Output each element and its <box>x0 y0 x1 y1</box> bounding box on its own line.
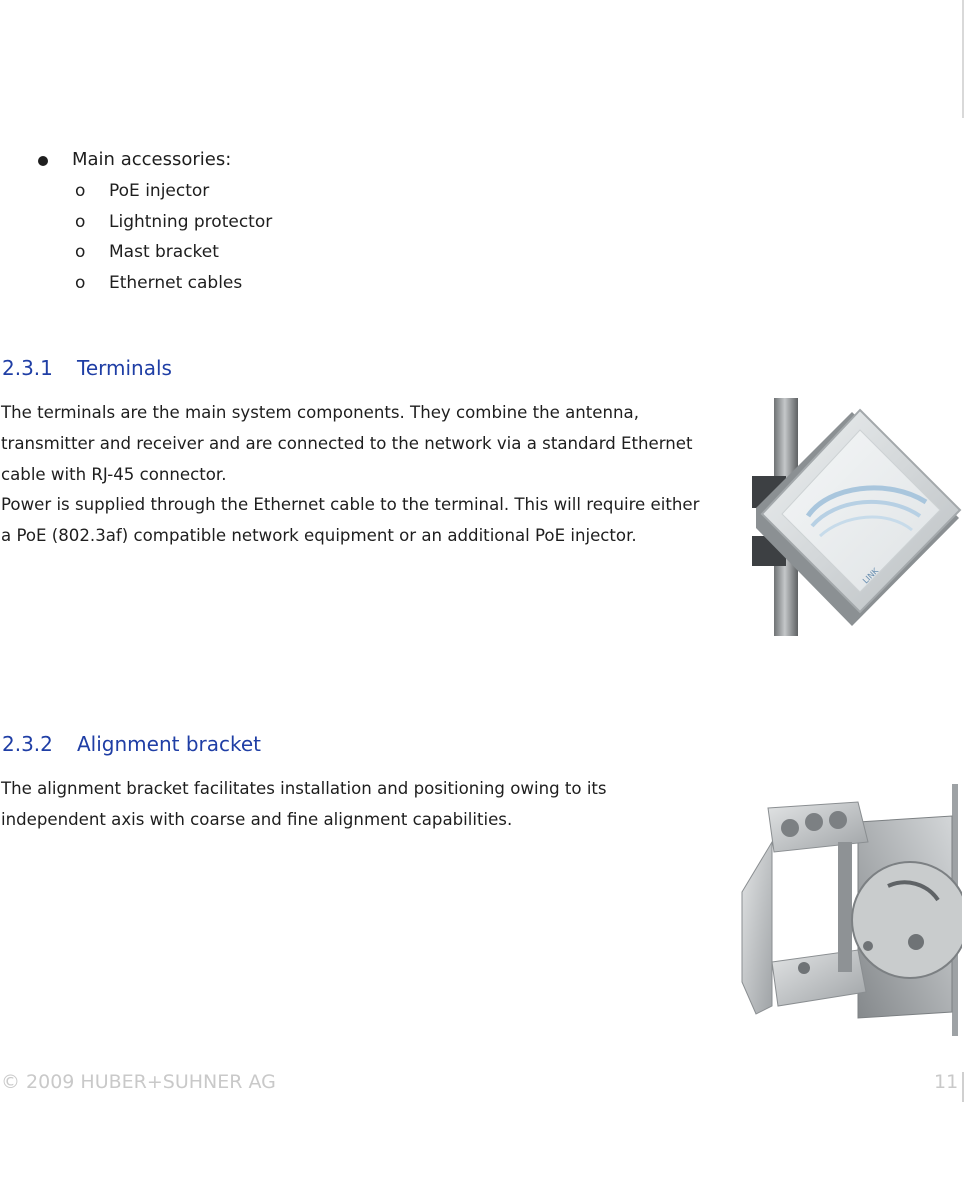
terminal-photo <box>748 398 963 636</box>
bracket-paragraph <box>1 774 621 836</box>
accessory-lightning-protector: Lightning protector <box>109 211 273 232</box>
section-title: Alignment bracket <box>77 732 262 756</box>
sub-bullet-icon: o <box>75 273 86 294</box>
svg-text:LINK: LINK <box>861 566 881 586</box>
paragraph-line: transmitter and receiver and are connected to the network via a standard Ethernet <box>1 433 693 453</box>
accessories-title: Main accessories: <box>72 149 232 170</box>
terminals-paragraph <box>1 398 700 552</box>
section-heading-alignment-bracket <box>2 732 261 756</box>
page-edge-rule-bottom <box>962 1072 964 1102</box>
paragraph-line: Power is supplied through the Ethernet cable to the terminal. This will require either <box>1 495 700 515</box>
page-edge-rule-top <box>962 0 964 118</box>
sub-bullet-icon: o <box>75 181 86 201</box>
paragraph-line: The alignment bracket facilitates installation and positioning owing to its <box>1 779 607 798</box>
footer-copyright: © 2009 HUBER+SUHNER AG <box>1 1071 276 1093</box>
section-number: 2.3.2 <box>2 732 53 756</box>
paragraph-line: independent axis with coarse and fine alignment capabilities. <box>1 809 513 829</box>
accessory-mast-bracket: Mast bracket <box>109 242 219 263</box>
section-title: Terminals <box>77 356 172 380</box>
accessory-ethernet-cables: Ethernet cables <box>109 273 243 294</box>
section-number: 2.3.1 <box>2 356 53 380</box>
paragraph-line: cable with RJ-45 connector. <box>1 464 227 484</box>
section-heading-terminals <box>2 356 172 380</box>
alignment-bracket-photo <box>738 782 962 1040</box>
sub-bullet-icon: o <box>75 211 86 232</box>
sub-bullet-icon: o <box>75 242 86 263</box>
bullet-dot-icon <box>38 156 48 166</box>
paragraph-line: The terminals are the main system components. They combine the antenna, <box>1 403 639 422</box>
paragraph-line: a PoE (802.3af) compatible network equipment or an additional PoE injector. <box>1 526 637 546</box>
footer-page-number: 11 <box>934 1071 959 1093</box>
accessory-poe-injector: PoE injector <box>109 181 210 201</box>
